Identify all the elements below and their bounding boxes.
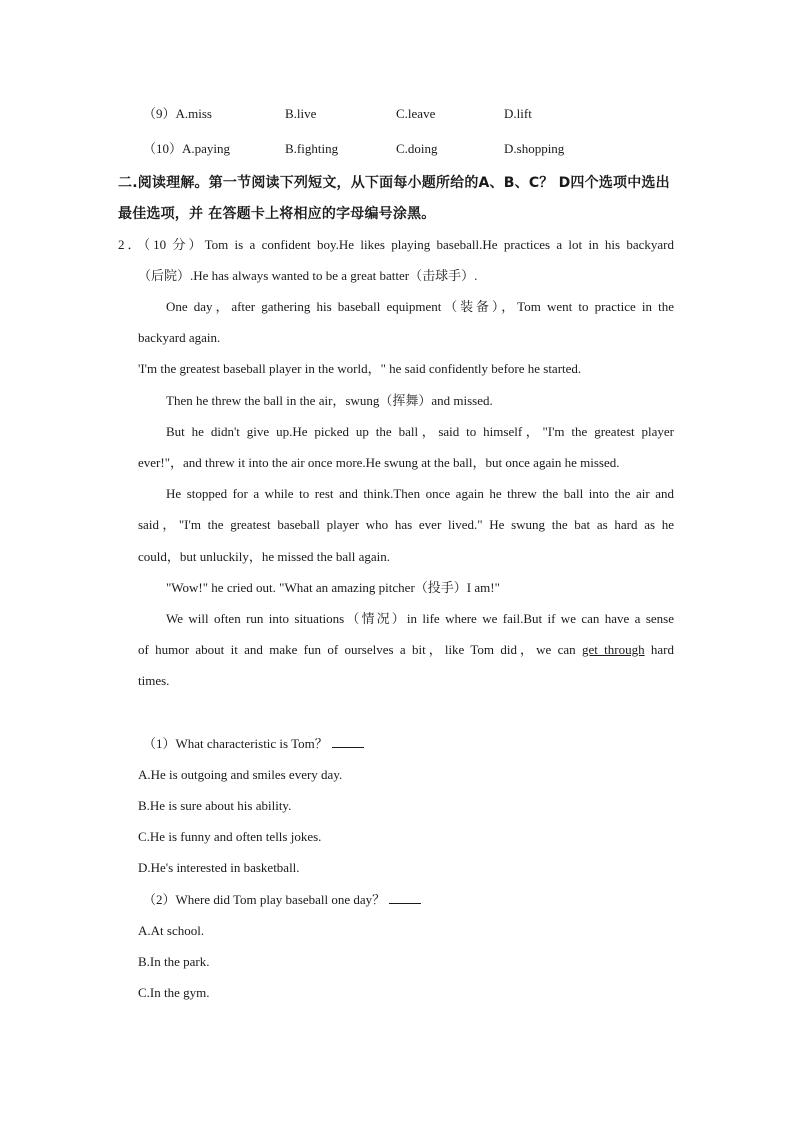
question-2-option-a: A.At school. — [138, 923, 205, 938]
passage-line-6: Then he threw the ball in the air，swung（挥舞）and missed. — [166, 393, 493, 408]
passage-line-4: backyard again. — [138, 330, 221, 345]
passage-line-8: ever!"，and threw it into the air once more.He swung at the ball，but once again he missed. — [138, 455, 620, 470]
passage-line-14-end: hard — [644, 642, 674, 657]
q10-option-d: D.shopping — [504, 141, 565, 156]
passage-line-1: 2．（10 分）Tom is a confident boy.He likes playing baseball.He practices a lot in his backyard — [118, 237, 674, 252]
passage-line-7: But he didn't give up.He picked up the ball，said to himself，"I'm the greatest player — [166, 424, 674, 439]
section-heading-line1: 二.阅读理解。第一节阅读下列短文，从下面每小题所给的A、B、C？ D四个选项中选出 — [118, 175, 670, 191]
answer-blank-1 — [332, 736, 364, 748]
question-2 — [143, 892, 421, 908]
passage-line-9: He stopped for a while to rest and think.Then once again he threw the ball into the air and — [166, 486, 674, 501]
passage-line-12: "Wow!" he cried out. "What an amazing pitcher（投手）I am!" — [166, 580, 500, 595]
passage-line-15: times. — [138, 673, 170, 688]
q9-option-b: B.live — [285, 106, 317, 121]
question-1-option-a: A.He is outgoing and smiles every day. — [138, 767, 343, 782]
q10-option-c: C.doing — [396, 141, 438, 156]
q10-option-a: （10）A.paying — [143, 141, 231, 156]
q9-option-c: C.leave — [396, 106, 436, 121]
passage-line-2: （后院）.He has always wanted to be a great batter（击球手）. — [138, 268, 478, 283]
passage-line-14-start: of humor about it and make fun of ourselves a bit，like Tom did，we can — [138, 642, 582, 657]
passage-line-3: One day，after gathering his baseball equipment（装备），Tom went to practice in the — [166, 299, 674, 314]
q10-option-b: B.fighting — [285, 141, 339, 156]
q9-option-a: （9）A.miss — [143, 106, 212, 121]
passage-line-11: could，but unluckily，he missed the ball again. — [138, 549, 391, 564]
question-1-option-c: C.He is funny and often tells jokes. — [138, 829, 322, 844]
question-2-option-b: B.In the park. — [138, 954, 210, 969]
passage-line-5: 'I'm the greatest baseball player in the world，" he said confidently before he started. — [138, 361, 582, 376]
passage-line-14 — [138, 642, 674, 658]
question-1-option-b: B.He is sure about his ability. — [138, 798, 292, 813]
passage-line-10: said，"I'm the greatest baseball player who has ever lived." He swung the bat as hard as he — [138, 517, 674, 532]
question-2-option-c: C.In the gym. — [138, 985, 210, 1000]
passage-line-13: We will often run into situations（情况）in life where we fail.But if we can have a sense — [166, 611, 674, 626]
question-1-text: （1）What characteristic is Tom？ — [143, 736, 328, 751]
question-2-text: （2）Where did Tom play baseball one day？ — [143, 892, 386, 907]
q9-option-d: D.lift — [504, 106, 532, 121]
question-1 — [143, 736, 364, 752]
section-heading-line2: 最佳选项，并 在答题卡上将相应的字母编号涂黑。 — [118, 206, 436, 222]
underlined-phrase: get through — [581, 642, 645, 657]
answer-blank-2 — [389, 892, 421, 904]
question-1-option-d: D.He's interested in basketball. — [138, 860, 300, 875]
